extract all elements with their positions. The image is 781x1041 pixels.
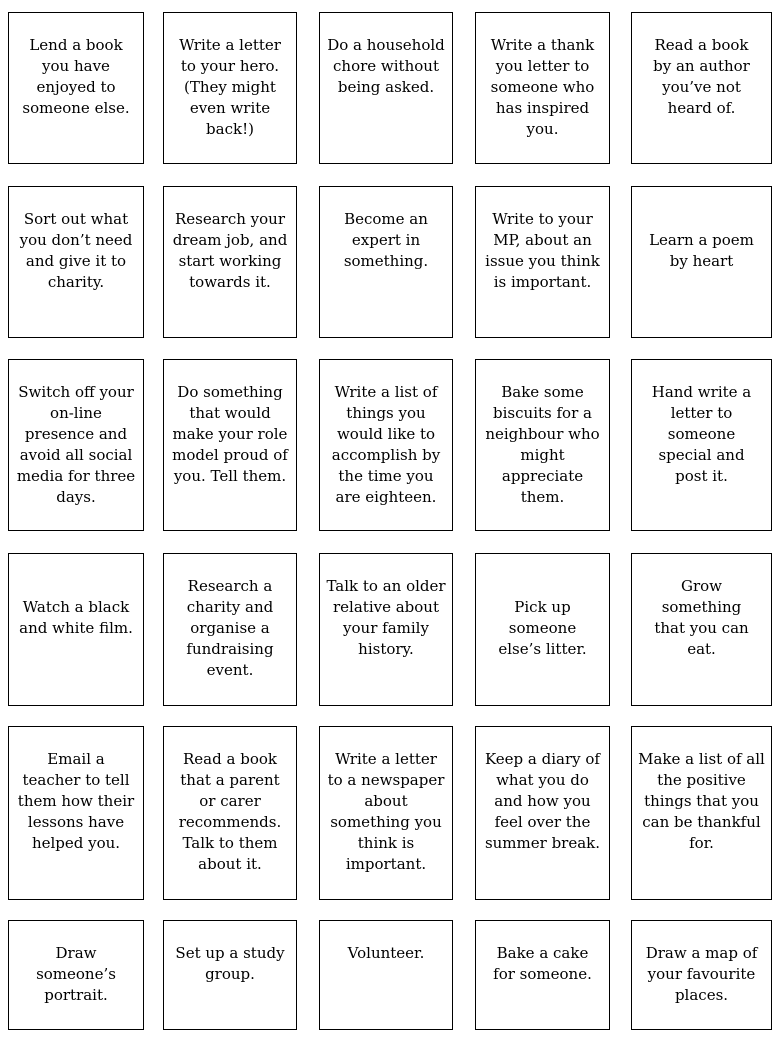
challenge-card bbox=[631, 553, 772, 706]
card-text: Lend a book you have enjoyed to someone else. bbox=[22, 36, 130, 117]
challenge-card bbox=[8, 553, 144, 706]
challenge-card bbox=[319, 12, 453, 164]
challenge-card bbox=[163, 920, 297, 1030]
challenge-card bbox=[631, 726, 772, 900]
card-text: Draw someone’s portrait. bbox=[36, 944, 116, 1004]
card-text: Research a charity and organise a fundraising event. bbox=[186, 577, 274, 679]
card-text: Bake a cake for someone. bbox=[493, 944, 592, 983]
card-text: Write a letter to your hero. (They might even write back!) bbox=[179, 36, 281, 138]
challenge-card bbox=[475, 553, 610, 706]
challenge-card bbox=[163, 726, 297, 900]
card-text: Set up a study group. bbox=[175, 944, 285, 983]
challenge-card bbox=[475, 12, 610, 164]
card-text: Email a teacher to tell them how their lessons have helped you. bbox=[17, 750, 135, 852]
card-text: Sort out what you don’t need and give it to charity. bbox=[19, 210, 133, 291]
card-text: Write a list of things you would like to accomplish by the time you are eighteen. bbox=[331, 383, 441, 506]
challenge-card bbox=[319, 726, 453, 900]
card-text: Research your dream job, and start working towards it. bbox=[172, 210, 288, 291]
challenge-card bbox=[8, 12, 144, 164]
card-text: Write to your MP, about an issue you think is important. bbox=[485, 210, 600, 291]
card-text: Do a household chore without being asked. bbox=[327, 36, 445, 96]
challenge-card bbox=[475, 186, 610, 338]
challenge-card bbox=[319, 359, 453, 531]
challenge-card bbox=[163, 359, 297, 531]
card-text: Keep a diary of what you do and how you feel over the summer break. bbox=[484, 750, 601, 852]
challenge-card bbox=[319, 553, 453, 706]
card-text: Become an expert in something. bbox=[343, 210, 429, 270]
challenge-card bbox=[8, 726, 144, 900]
challenge-card bbox=[631, 359, 772, 531]
challenge-card bbox=[163, 553, 297, 706]
challenge-card bbox=[163, 12, 297, 164]
challenge-card bbox=[319, 920, 453, 1030]
card-text: Hand write a letter to someone special and post it. bbox=[651, 383, 752, 485]
card-text: Bake some biscuits for a neighbour who might appreciate them. bbox=[485, 383, 600, 506]
card-text: Draw a map of your favourite places. bbox=[645, 944, 758, 1004]
challenge-card bbox=[475, 920, 610, 1030]
challenge-card bbox=[8, 359, 144, 531]
card-text: Write a letter to a newspaper about something you think is important. bbox=[327, 750, 445, 873]
card-text: Switch off your on-line presence and avoid all social media for three days. bbox=[16, 383, 136, 506]
card-text: Read a book that a parent or carer recommends. Talk to them about it. bbox=[178, 750, 282, 873]
card-text: Read a book by an author you’ve not heard of. bbox=[653, 36, 750, 117]
card-text: Make a list of all the positive things that you can be thankful for. bbox=[638, 750, 765, 852]
challenge-card bbox=[475, 726, 610, 900]
challenge-card bbox=[8, 920, 144, 1030]
card-text: Volunteer. bbox=[347, 944, 425, 962]
challenge-card bbox=[475, 359, 610, 531]
challenge-card bbox=[163, 186, 297, 338]
challenge-card bbox=[631, 186, 772, 338]
card-text: Do something that would make your role model proud of you. Tell them. bbox=[172, 383, 288, 485]
challenge-card bbox=[631, 920, 772, 1030]
challenge-card bbox=[631, 12, 772, 164]
card-text: Learn a poem by heart bbox=[649, 231, 754, 270]
challenge-card bbox=[319, 186, 453, 338]
card-text: Pick up someone else’s litter. bbox=[498, 598, 587, 658]
card-text: Write a thank you letter to someone who has inspired you. bbox=[490, 36, 595, 138]
card-text: Talk to an older relative about your family history. bbox=[326, 577, 446, 658]
card-text: Watch a black and white film. bbox=[19, 598, 133, 637]
challenge-card bbox=[8, 186, 144, 338]
card-text: Grow something that you can eat. bbox=[654, 577, 749, 658]
